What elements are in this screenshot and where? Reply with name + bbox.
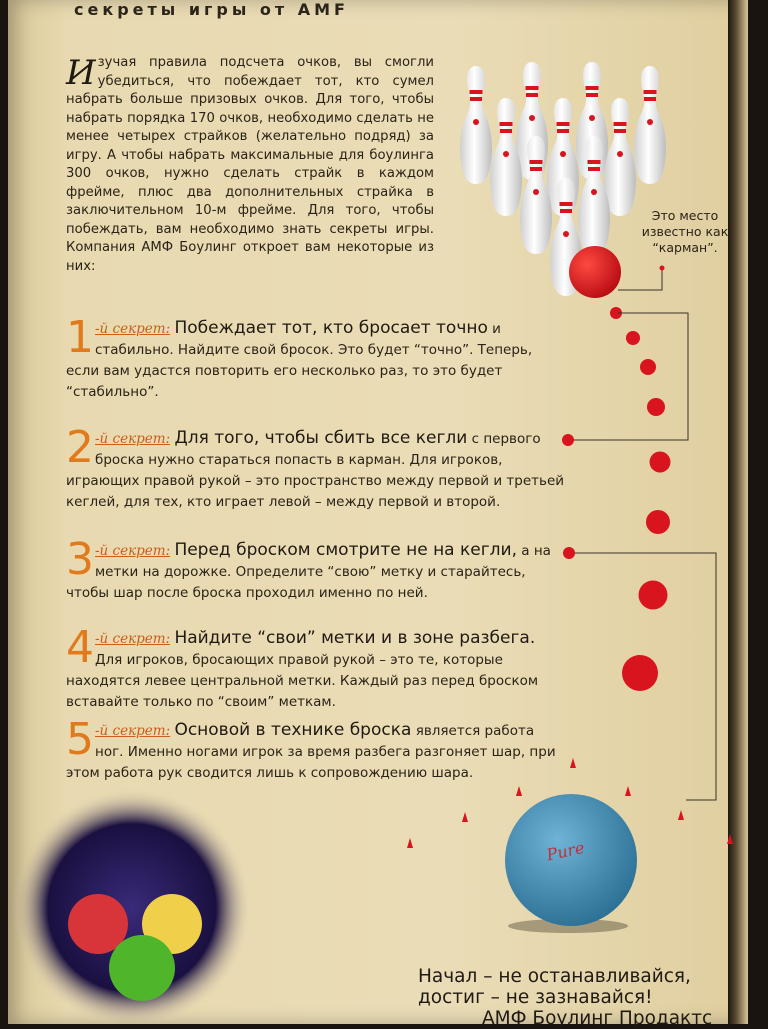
pocket-connector-line (570, 313, 688, 440)
secret-text: а на метки на дорожке. Определите “свою” метку и старайтесь, чтобы шар после броска проходил именно по ней. (66, 543, 551, 601)
ball-logo: Pure (544, 838, 587, 865)
pointer-dot (660, 266, 665, 271)
secret-number: 5 (66, 714, 94, 765)
ball-path-dots (610, 307, 671, 691)
motto-line-2: достиг – не зазнавайся! (418, 987, 653, 1008)
secret-heading: Побеждает тот, кто бросает точно (174, 318, 488, 338)
secret-label: -й секрет: (95, 431, 171, 447)
pocket-ball-icon (569, 246, 621, 298)
intro-text: зучая правила подсчета очков, вы смогли убедиться, что побеждает тот, кто сумел набрать больше призовых очков. Для того, чтобы набрать порядка 170 очков, необходимо сделать не менее четырех страйков (желательно подряд) за игру. А чтобы набрать максимальные для боулинга 300 очков, нужно сделать страйк в каждом фрейме, плюс два дополнительных страйка в заключительном 10-м фрейме. Для того, чтобы побеждать, вам необходимо знать секреты игры. Компания АМФ Боулинг откроет вам некоторые из них: (66, 55, 434, 274)
secret-number: 2 (66, 422, 94, 473)
secret-5 (66, 714, 566, 784)
secret-4 (66, 622, 566, 713)
secret-number: 4 (66, 622, 94, 673)
secret-number: 1 (66, 312, 94, 363)
pocket-note: Это место известно как “карман”. (641, 208, 729, 255)
bowling-pin-icon (460, 66, 492, 184)
secret-text: Для игроков, бросающих правой рукой – это те, которые находятся левее центральной метки. Каждый раз перед броском вставайте только по “своим” меткам. (66, 652, 539, 710)
motto (418, 966, 748, 1029)
secret-heading: Для того, чтобы сбить все кегли (174, 428, 468, 448)
secret-text: и стабильно. Найдите свой бросок. Это будет “точно”. Теперь, если вам удастся повторить его несколько раз, то это будет “стабильно”. (66, 321, 533, 400)
bowling-ball-icon (505, 794, 637, 926)
secret-label: -й секрет: (95, 723, 171, 739)
secret-label: -й секрет: (95, 543, 171, 559)
secret-heading: Основой в технике броска (174, 720, 412, 740)
page-header: секреты игры от AMF (74, 0, 349, 19)
secret-number: 3 (66, 534, 94, 585)
motto-line-1: Начал – не останавливайся, (418, 966, 691, 987)
secret-1 (66, 312, 566, 403)
green-ball-icon (109, 935, 175, 1001)
intro-dropcap: И (66, 53, 96, 93)
secret-text: с первого броска нужно стараться попасть в карман. Для игроков, играющих правой рукой – это пространство между первой и третьей кеглей, для тех, кто играет левой – между первой и второй. (66, 431, 565, 510)
secret-3 (66, 534, 566, 604)
bowling-pins-illustration (460, 62, 666, 296)
secret-label: -й секрет: (95, 321, 171, 337)
secret-heading: Перед броском смотрите не на кегли, (174, 540, 517, 560)
secret-heading: Найдите “свои” метки и в зоне разбега. (174, 628, 536, 648)
bowling-pin-icon (490, 98, 522, 216)
pocket-pointer-line (618, 268, 662, 290)
secret-2 (66, 422, 566, 513)
secret-text: является работа ног. Именно ногами игрок за время разбега разгоняет шар, при этом работа рук сводится лишь к сопровождению шара. (66, 723, 556, 781)
bowling-pin-icon (634, 66, 666, 184)
bowling-pin-icon (604, 98, 636, 216)
secret-label: -й секрет: (95, 631, 171, 647)
motto-line-3: АМФ Боулинг Продактс (482, 1008, 713, 1029)
